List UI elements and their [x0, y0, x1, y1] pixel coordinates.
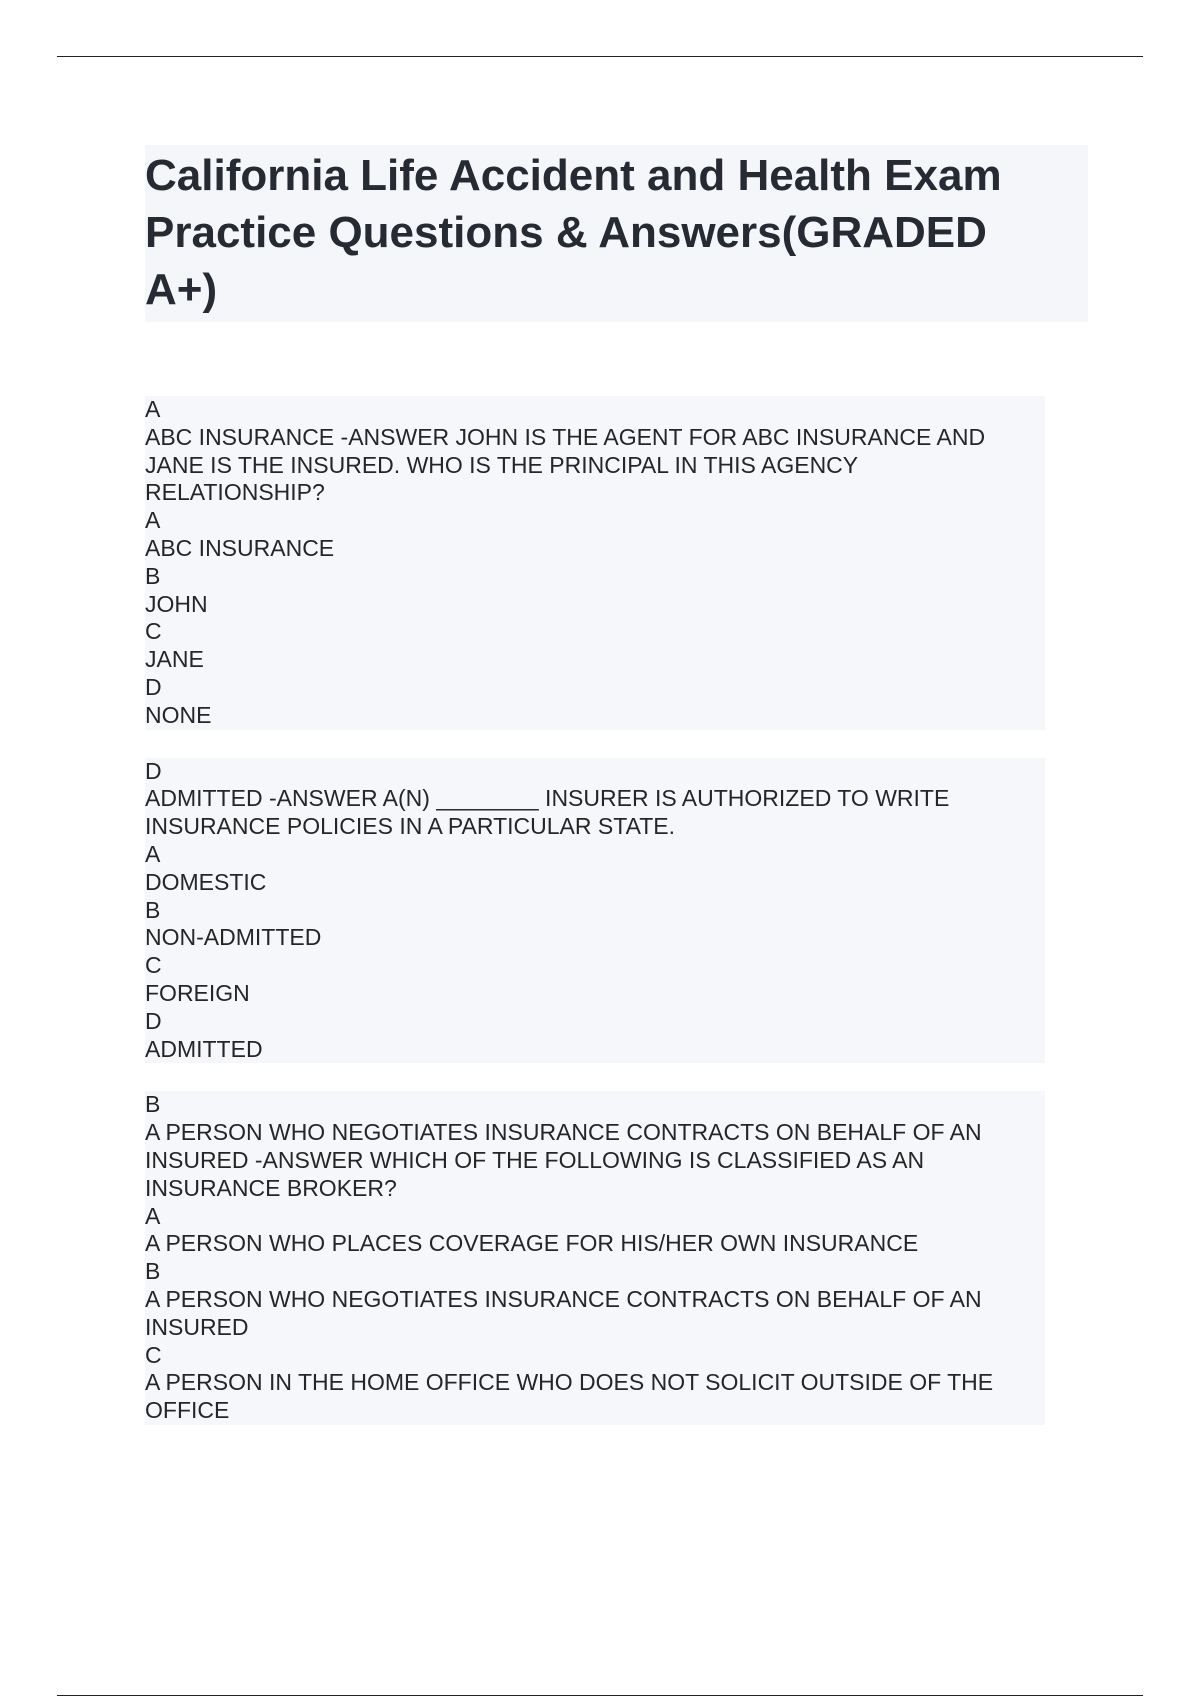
option-letter: B: [145, 1258, 161, 1285]
option-text: A PERSON IN THE HOME OFFICE WHO DOES NOT SOLICIT OUTSIDE OF THE: [145, 1369, 994, 1396]
bottom-rule: [57, 1695, 1143, 1696]
option-letter: C: [145, 952, 162, 979]
question-text: JANE IS THE INSURED. WHO IS THE PRINCIPAL IN THIS AGENCY: [145, 451, 859, 478]
option-text: INSURED: [145, 1313, 249, 1340]
option-letter: A: [145, 840, 161, 867]
question-block: [145, 1091, 1045, 1425]
option-text: ADMITTED: [145, 1035, 263, 1062]
question-list: [145, 396, 1045, 1453]
answer-key: A: [145, 396, 161, 422]
option-letter: A: [145, 1202, 161, 1229]
option-text: A PERSON WHO NEGOTIATES INSURANCE CONTRACTS ON BEHALF OF AN: [145, 1285, 982, 1312]
option-letter: C: [145, 618, 162, 645]
question-block: [145, 396, 1045, 730]
option-text: NONE: [145, 701, 212, 728]
option-text: NON-ADMITTED: [145, 924, 322, 951]
question-block: [145, 758, 1045, 1064]
option-text: FOREIGN: [145, 979, 250, 1006]
option-letter: D: [145, 673, 162, 700]
option-text: A PERSON WHO PLACES COVERAGE FOR HIS/HER OWN INSURANCE: [145, 1230, 919, 1257]
question-text: ABC INSURANCE -ANSWER JOHN IS THE AGENT FOR ABC INSURANCE AND: [145, 423, 986, 450]
option-letter: B: [145, 896, 161, 923]
answer-key: B: [145, 1091, 161, 1118]
option-text: DOMESTIC: [145, 868, 267, 895]
title-line: Practice Questions & Answers(GRADED: [145, 208, 987, 257]
option-letter: D: [145, 1007, 162, 1034]
question-text: ADMITTED -ANSWER A(N) ________ INSURER IS AUTHORIZED TO WRITE: [145, 785, 950, 812]
option-text: JOHN: [145, 590, 208, 617]
question-text: INSURANCE POLICIES IN A PARTICULAR STATE.: [145, 813, 675, 840]
option-text: JANE: [145, 646, 204, 673]
title-line: A+): [145, 265, 218, 314]
document-title: [145, 145, 1088, 322]
option-text: OFFICE: [145, 1397, 230, 1424]
option-letter: B: [145, 562, 161, 589]
title-line: California Life Accident and Health Exam: [145, 151, 1002, 200]
top-rule: [57, 56, 1143, 57]
question-text: RELATIONSHIP?: [145, 479, 325, 506]
question-text: A PERSON WHO NEGOTIATES INSURANCE CONTRACTS ON BEHALF OF AN: [145, 1119, 982, 1146]
option-text: ABC INSURANCE: [145, 534, 335, 561]
answer-key: D: [145, 757, 162, 784]
question-text: INSURED -ANSWER WHICH OF THE FOLLOWING IS CLASSIFIED AS AN: [145, 1146, 925, 1173]
option-letter: C: [145, 1341, 162, 1368]
question-text: INSURANCE BROKER?: [145, 1174, 397, 1201]
option-letter: A: [145, 507, 161, 534]
